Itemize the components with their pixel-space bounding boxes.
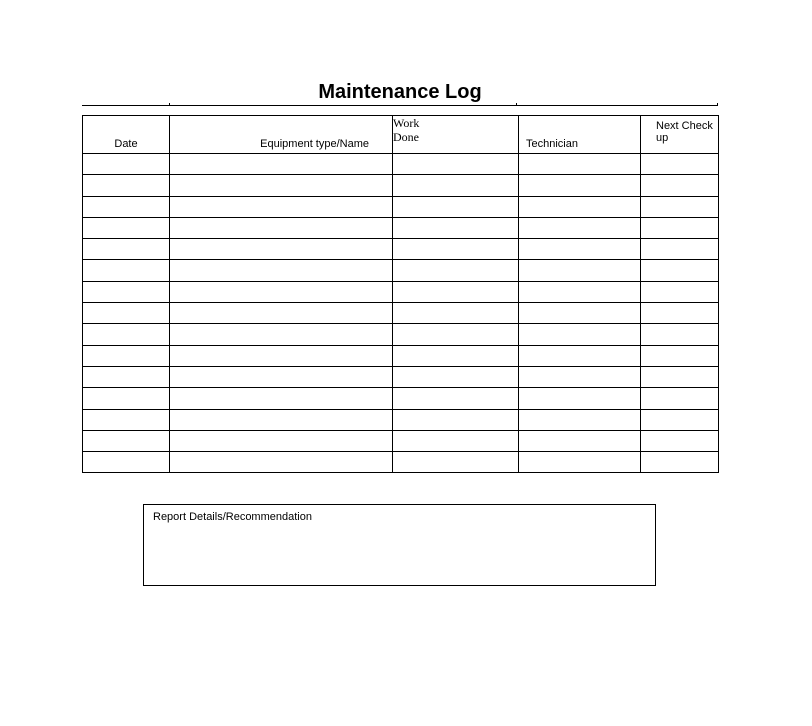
cell-next-check[interactable] bbox=[641, 366, 719, 387]
table-row bbox=[83, 388, 719, 409]
table-row bbox=[83, 281, 719, 302]
cell-next-check[interactable] bbox=[641, 409, 719, 430]
cell-next-check[interactable] bbox=[641, 388, 719, 409]
cell-work-done[interactable] bbox=[393, 324, 519, 345]
cell-date[interactable] bbox=[83, 324, 170, 345]
cell-next-check[interactable] bbox=[641, 260, 719, 281]
table-row bbox=[83, 196, 719, 217]
cell-equipment[interactable] bbox=[170, 430, 393, 451]
cell-date[interactable] bbox=[83, 366, 170, 387]
cell-work-done[interactable] bbox=[393, 409, 519, 430]
cell-work-done[interactable] bbox=[393, 303, 519, 324]
cell-next-check[interactable] bbox=[641, 217, 719, 238]
cell-date[interactable] bbox=[83, 217, 170, 238]
table-row bbox=[83, 303, 719, 324]
cell-technician[interactable] bbox=[519, 324, 641, 345]
table-row bbox=[83, 217, 719, 238]
table-row bbox=[83, 260, 719, 281]
cell-date[interactable] bbox=[83, 303, 170, 324]
table-row bbox=[83, 345, 719, 366]
cell-work-done[interactable] bbox=[393, 217, 519, 238]
cell-technician[interactable] bbox=[519, 217, 641, 238]
cell-next-check[interactable] bbox=[641, 345, 719, 366]
cell-technician[interactable] bbox=[519, 196, 641, 217]
cell-next-check[interactable] bbox=[641, 324, 719, 345]
cell-work-done[interactable] bbox=[393, 154, 519, 175]
cell-technician[interactable] bbox=[519, 388, 641, 409]
cell-equipment[interactable] bbox=[170, 175, 393, 196]
column-header-equipment: Equipment type/Name bbox=[170, 116, 393, 154]
underline-tick bbox=[717, 103, 718, 106]
cell-date[interactable] bbox=[83, 196, 170, 217]
cell-equipment[interactable] bbox=[170, 345, 393, 366]
cell-next-check[interactable] bbox=[641, 154, 719, 175]
cell-equipment[interactable] bbox=[170, 154, 393, 175]
cell-technician[interactable] bbox=[519, 345, 641, 366]
table-row bbox=[83, 452, 719, 473]
cell-work-done[interactable] bbox=[393, 260, 519, 281]
cell-date[interactable] bbox=[83, 452, 170, 473]
cell-technician[interactable] bbox=[519, 303, 641, 324]
cell-technician[interactable] bbox=[519, 154, 641, 175]
cell-date[interactable] bbox=[83, 239, 170, 260]
underline-tick bbox=[516, 103, 517, 106]
cell-equipment[interactable] bbox=[170, 239, 393, 260]
title-underline bbox=[82, 105, 718, 106]
cell-date[interactable] bbox=[83, 175, 170, 196]
cell-date[interactable] bbox=[83, 154, 170, 175]
column-header-date: Date bbox=[83, 116, 170, 154]
table-row bbox=[83, 409, 719, 430]
cell-technician[interactable] bbox=[519, 281, 641, 302]
cell-equipment[interactable] bbox=[170, 303, 393, 324]
cell-work-done[interactable] bbox=[393, 196, 519, 217]
cell-equipment[interactable] bbox=[170, 409, 393, 430]
cell-date[interactable] bbox=[83, 430, 170, 451]
cell-next-check[interactable] bbox=[641, 175, 719, 196]
cell-equipment[interactable] bbox=[170, 281, 393, 302]
cell-work-done[interactable] bbox=[393, 281, 519, 302]
cell-equipment[interactable] bbox=[170, 260, 393, 281]
cell-technician[interactable] bbox=[519, 260, 641, 281]
cell-technician[interactable] bbox=[519, 239, 641, 260]
cell-work-done[interactable] bbox=[393, 239, 519, 260]
table-row bbox=[83, 430, 719, 451]
cell-technician[interactable] bbox=[519, 452, 641, 473]
cell-equipment[interactable] bbox=[170, 366, 393, 387]
report-details-box[interactable] bbox=[143, 504, 656, 586]
page-title: Maintenance Log bbox=[318, 81, 482, 103]
column-header-technician: Technician bbox=[519, 116, 641, 154]
table-row bbox=[83, 324, 719, 345]
cell-work-done[interactable] bbox=[393, 345, 519, 366]
cell-next-check[interactable] bbox=[641, 281, 719, 302]
underline-tick bbox=[169, 103, 170, 106]
table-row bbox=[83, 175, 719, 196]
cell-equipment[interactable] bbox=[170, 452, 393, 473]
cell-equipment[interactable] bbox=[170, 217, 393, 238]
column-header-next-check bbox=[641, 116, 719, 154]
cell-next-check[interactable] bbox=[641, 303, 719, 324]
table-row bbox=[83, 239, 719, 260]
cell-technician[interactable] bbox=[519, 175, 641, 196]
column-header-next-check-label: Next Check up bbox=[656, 120, 713, 144]
table-row bbox=[83, 154, 719, 175]
cell-work-done[interactable] bbox=[393, 452, 519, 473]
cell-technician[interactable] bbox=[519, 430, 641, 451]
cell-work-done[interactable] bbox=[393, 175, 519, 196]
table-body bbox=[83, 154, 719, 473]
cell-date[interactable] bbox=[83, 388, 170, 409]
table-row bbox=[83, 366, 719, 387]
table-header-row bbox=[83, 116, 719, 154]
cell-date[interactable] bbox=[83, 409, 170, 430]
cell-technician[interactable] bbox=[519, 366, 641, 387]
cell-next-check[interactable] bbox=[641, 239, 719, 260]
cell-equipment[interactable] bbox=[170, 196, 393, 217]
cell-work-done[interactable] bbox=[393, 388, 519, 409]
cell-date[interactable] bbox=[83, 260, 170, 281]
cell-next-check[interactable] bbox=[641, 430, 719, 451]
column-header-work-done-label: Work Done bbox=[393, 116, 420, 144]
cell-equipment[interactable] bbox=[170, 388, 393, 409]
report-details-label: Report Details/Recommendation bbox=[153, 511, 312, 523]
column-header-work-done bbox=[393, 116, 519, 154]
cell-work-done[interactable] bbox=[393, 430, 519, 451]
cell-next-check[interactable] bbox=[641, 452, 719, 473]
cell-technician[interactable] bbox=[519, 409, 641, 430]
cell-next-check[interactable] bbox=[641, 196, 719, 217]
maintenance-log-table bbox=[82, 115, 719, 473]
cell-date[interactable] bbox=[83, 345, 170, 366]
cell-date[interactable] bbox=[83, 281, 170, 302]
cell-equipment[interactable] bbox=[170, 324, 393, 345]
cell-work-done[interactable] bbox=[393, 366, 519, 387]
